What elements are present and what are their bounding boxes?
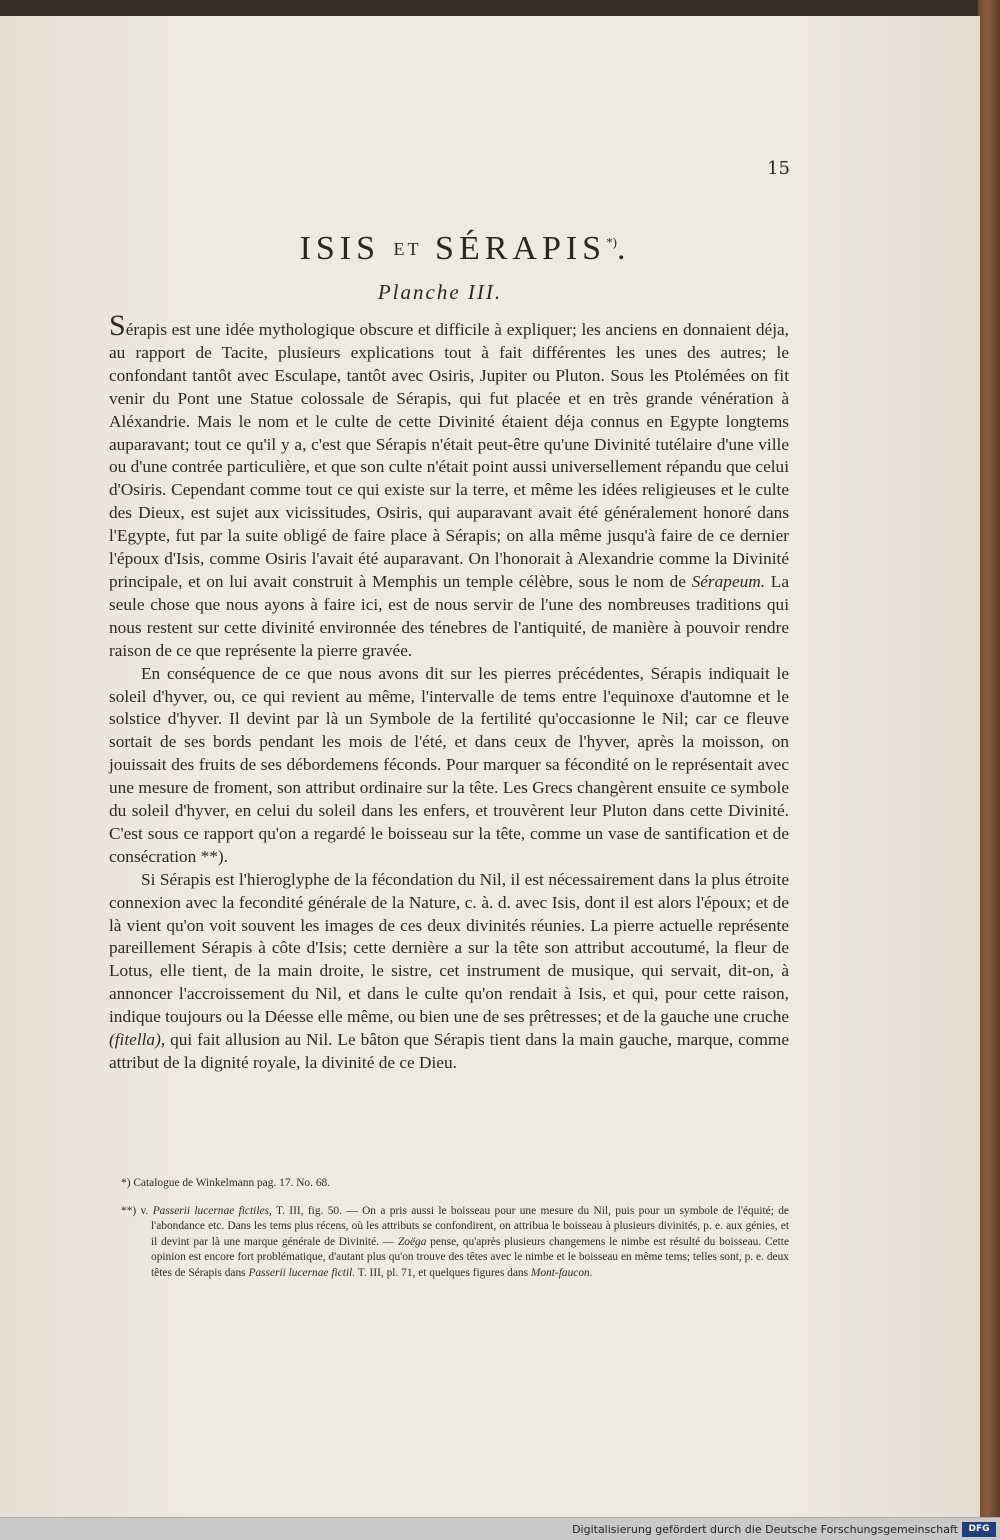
- footnote-2-zoega: Zoëga: [397, 1235, 427, 1248]
- paragraph-2: En conséquence de ce que nous avons dit sur les pierres précédentes, Sérapis indiquait le soleil d'hyver, ou, ce qui revient au même, l'intervalle de tems entre l'equinoxe d'automne et le solstice d'hyver. Il devint par là un Symbole de la fertilité qu'occasionne le Nil; car ce fleuve sortait de ses bords pendant les mois de l'été, et dans ceux de l'hyver, après la moisson, on jouissait des fruits de ses débordemens féconds. Pour marquer sa fécondité on le représentait avec une mesure de froment, son attribut ordinaire sur la tête. Les Grecs changèrent ensuite ce symbole du soleil d'hyver, en celui du soleil dans les enfers, et trouvèrent leur Pluton dans cette Divinité. C'est sous ce rapport qu'on a regardé le boisseau sur la tête, comme un vase de santification et de consécration **).: [109, 663, 789, 866]
- page-title: [0, 230, 930, 268]
- title-period: .: [616, 230, 631, 267]
- footnotes: [109, 1176, 789, 1294]
- paragraph-1-text-b: La seule chose que nous ayons à faire ici, est de nous servir de l'une des nombreuses traditions qui nous restent sur cette divinité environnée des ténebres de l'antiquité, de manière à pouvoir rendre raison de ce que représente la pierre gravée.: [109, 571, 789, 660]
- paragraph-3-text-a: Si Sérapis est l'hieroglyphe de la fécondation du Nil, il est nécessairement dans la plus étroite connexion avec la fecondité générale de la Nature, c. à. d. avec Isis, dont il est alors l'époux; et de là vient qu'on voit souvent les images de ces deux divinités réunies. La pierre actuelle représente pareillement Sérapis à côte d'Isis; cette dernière a sur la tête son attribut accoutumé, la fleur de Lotus, elle tient, de la main droite, le sistre, cet instrument de musique, qui servait, dit-on, à annoncer l'accroissement du Nil, et dans le culte qu'on rendait à Isis, et qui, pour cette raison, indique toujours ou la Déesse elle même, ou bien une de ses prêtresses; et de la gauche une cruche: [109, 869, 789, 1027]
- footnote-2-ref-3: Mont-faucon.: [530, 1266, 593, 1279]
- footnote-2-text-b: pense, qu'après plusieurs changemens le nimbe est résulté du boisseau. Cette opinion est encore fort problématique, d'autant plus qu'on trouve des têtes avec le nimbe et le boisseau en même tems; telles sont, p. e. deux têtes de Sérapis dans: [151, 1235, 790, 1279]
- serapeum-italic: Sérapeum.: [691, 571, 766, 591]
- dfg-logo: DFG: [962, 1522, 996, 1537]
- fitella-italic: (fitella),: [109, 1030, 166, 1050]
- footnote-1: *) Catalogue de Winkelmann pag. 17. No. 68.: [121, 1177, 331, 1189]
- footnote-2: [109, 1204, 789, 1282]
- footnote-2-ref-2: Passerii lucernae fictil.: [248, 1266, 356, 1279]
- footnote-2-ref-1: Passerii lucernae fictiles,: [152, 1204, 272, 1217]
- plate-subtitle: Planche III.: [377, 280, 503, 304]
- footnote-2-text-c: T. III, pl. 71, et quelques figures dans: [357, 1266, 529, 1279]
- title-serapis: SÉRAPIS: [435, 230, 607, 267]
- main-text: [109, 309, 789, 1075]
- book-binding-edge: [978, 0, 1000, 1540]
- title-conjunction: ET: [393, 239, 422, 259]
- digitization-footer: [0, 1517, 1000, 1540]
- book-page: [0, 16, 980, 1518]
- digitization-credit: Digitalisierung gefördert durch die Deutsche Forschungsgemeinschaft: [572, 1523, 958, 1536]
- title-isis: ISIS: [299, 230, 381, 267]
- footnote-2-text-a: T. III, fig. 50. — On a pris aussi le boisseau pour une mesure du Nil, puis pour un symbole de l'équité; de l'abondance etc. Dans les tems plus récens, où les attributs se confondirent, on attribua le boisseau à plusieurs divinités, p. e. aux génies, et il devint par là une marque générale de Divinité. —: [151, 1204, 789, 1248]
- footnote-2-mark: **) v.: [121, 1204, 149, 1217]
- paragraph-1-text-a: érapis est une idée mythologique obscure et difficile à expliquer; les anciens en donnaient déja, au rapport de Tacite, plusieurs explications tout à fait différentes les unes des autres; le confondant tantôt avec Esculape, tantôt avec Osiris, Jupiter ou Pluton. Sous les Ptolémées on fit venir du Pont une Statue colossale de Sérapis, qui fut placée et en très grande vénération à Aléxandrie. Mais le nom et le culte de cette Divinité étaient déja connus en Egypte longtems auparavant; tout ce qu'il y a, c'est que Sérapis n'était peut-être qu'une Divinité tutélaire d'une ville ou d'une contrée particulière, et que son culte n'était point aussi universellement répandu que celui d'Osiris. Cependant comme tout ce qui existe sur la terre, et même les idées religieuses et le culte des Dieux, est sujet aux vicissitudes, Osiris, qui auparavant avait été généralement honoré dans l'Egypte, fut par la suite obligé de faire place à Sérapis; on alla même jusqu'à faire de ce dernier l'époux d'Isis, comme Osiris l'avait été auparavant. On l'honorait à Alexandrie comme la Divinité principale, et on lui avait construit à Memphis un temple célèbre, sous le nom de: [109, 320, 789, 591]
- paragraph-3: [109, 869, 789, 1075]
- paragraph-1: [109, 309, 789, 663]
- title-footnote-mark: *): [606, 234, 617, 250]
- paragraph-3-text-b: qui fait allusion au Nil. Le bâton que Sérapis tient dans la main gauche, marque, comme attribut de la dignité royale, la divinité de ce Dieu.: [109, 1030, 789, 1072]
- drop-cap: S: [109, 309, 126, 342]
- page-number: 15: [767, 158, 790, 179]
